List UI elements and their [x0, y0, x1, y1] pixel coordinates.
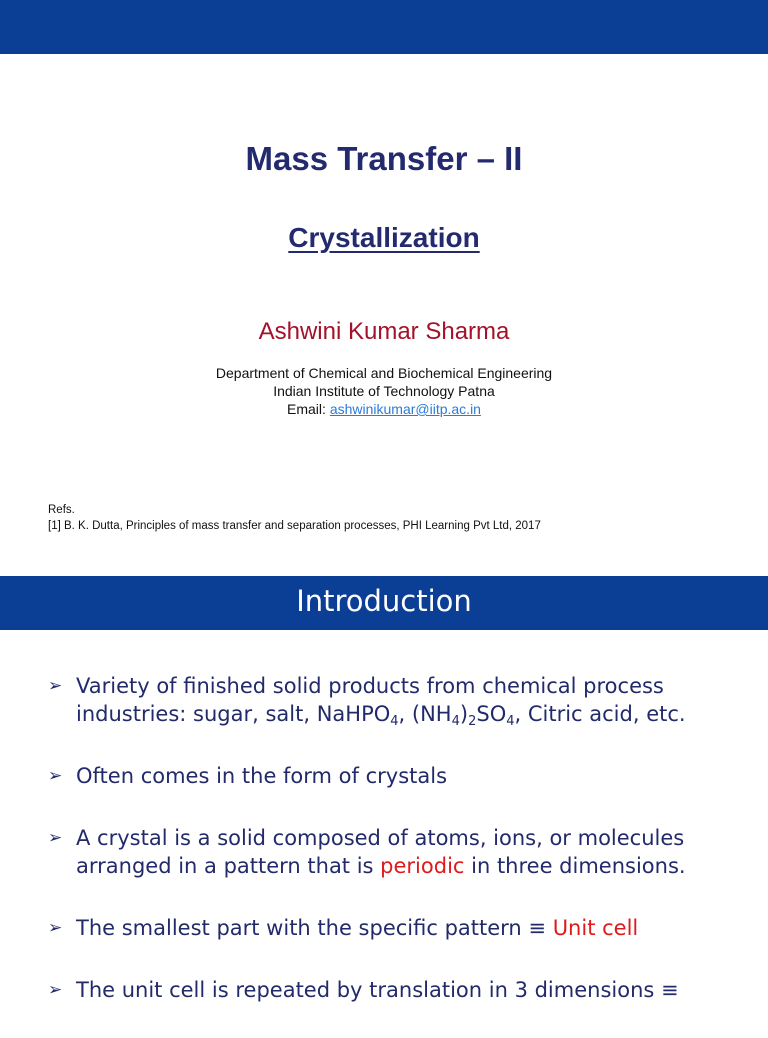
- arrow-bullet-icon: ➢: [48, 918, 63, 938]
- arrow-bullet-icon: ➢: [48, 980, 63, 1000]
- bullet-item: ➢ Variety of finished solid products from chemical process industries: sugar, salt, NaHPO$_4$, $(NH_4)_2SO_4$, Citric acid, etc.: [48, 674, 686, 729]
- email-line: [0, 400, 768, 418]
- references: [48, 502, 541, 534]
- author-name: Ashwini Kumar Sharma: [258, 318, 510, 345]
- slide-title: Mass Transfer – II: [245, 140, 523, 177]
- reference-item: [1] B. K. Dutta, Principles of mass transfer and separation processes, PHI Learning Pvt Ltd, 2017: [48, 520, 541, 532]
- section-heading: Introduction: [296, 584, 472, 618]
- institute: Indian Institute of Technology Patna: [273, 383, 495, 399]
- bullet-item: ➢ The smallest part with the specific pattern ≡ Unit cell: [48, 916, 639, 940]
- highlight-unit-cell: Unit cell: [552, 916, 639, 940]
- arrow-bullet-icon: ➢: [48, 766, 63, 786]
- bullet-item: ➢ Often comes in the form of crystals: [48, 764, 448, 788]
- bullet-item: ➢ The unit cell is repeated by translation in 3 dimensions ≡: [48, 978, 679, 1002]
- subtitle-text: Crystallization: [288, 222, 480, 253]
- bullet-list: [48, 672, 748, 1038]
- slide-subtitle: [0, 222, 768, 254]
- section-heading-bar: [0, 576, 768, 630]
- affiliation: [0, 364, 768, 418]
- department: Department of Chemical and Biochemical Engineering: [215, 365, 553, 381]
- highlight-periodic: periodic: [380, 854, 465, 878]
- arrow-bullet-icon: ➢: [48, 676, 63, 696]
- bullet-item: ➢ A crystal is a solid composed of atoms, ions, or molecules arranged in a pattern that is periodic in three dimensions.: [48, 826, 686, 878]
- arrow-bullet-icon: ➢: [48, 828, 63, 848]
- top-header-bar: [0, 0, 768, 54]
- email-link[interactable]: ashwinikumar@iitp.ac.in: [329, 401, 481, 417]
- email-label: Email:: [287, 401, 330, 417]
- refs-label: Refs.: [48, 504, 75, 516]
